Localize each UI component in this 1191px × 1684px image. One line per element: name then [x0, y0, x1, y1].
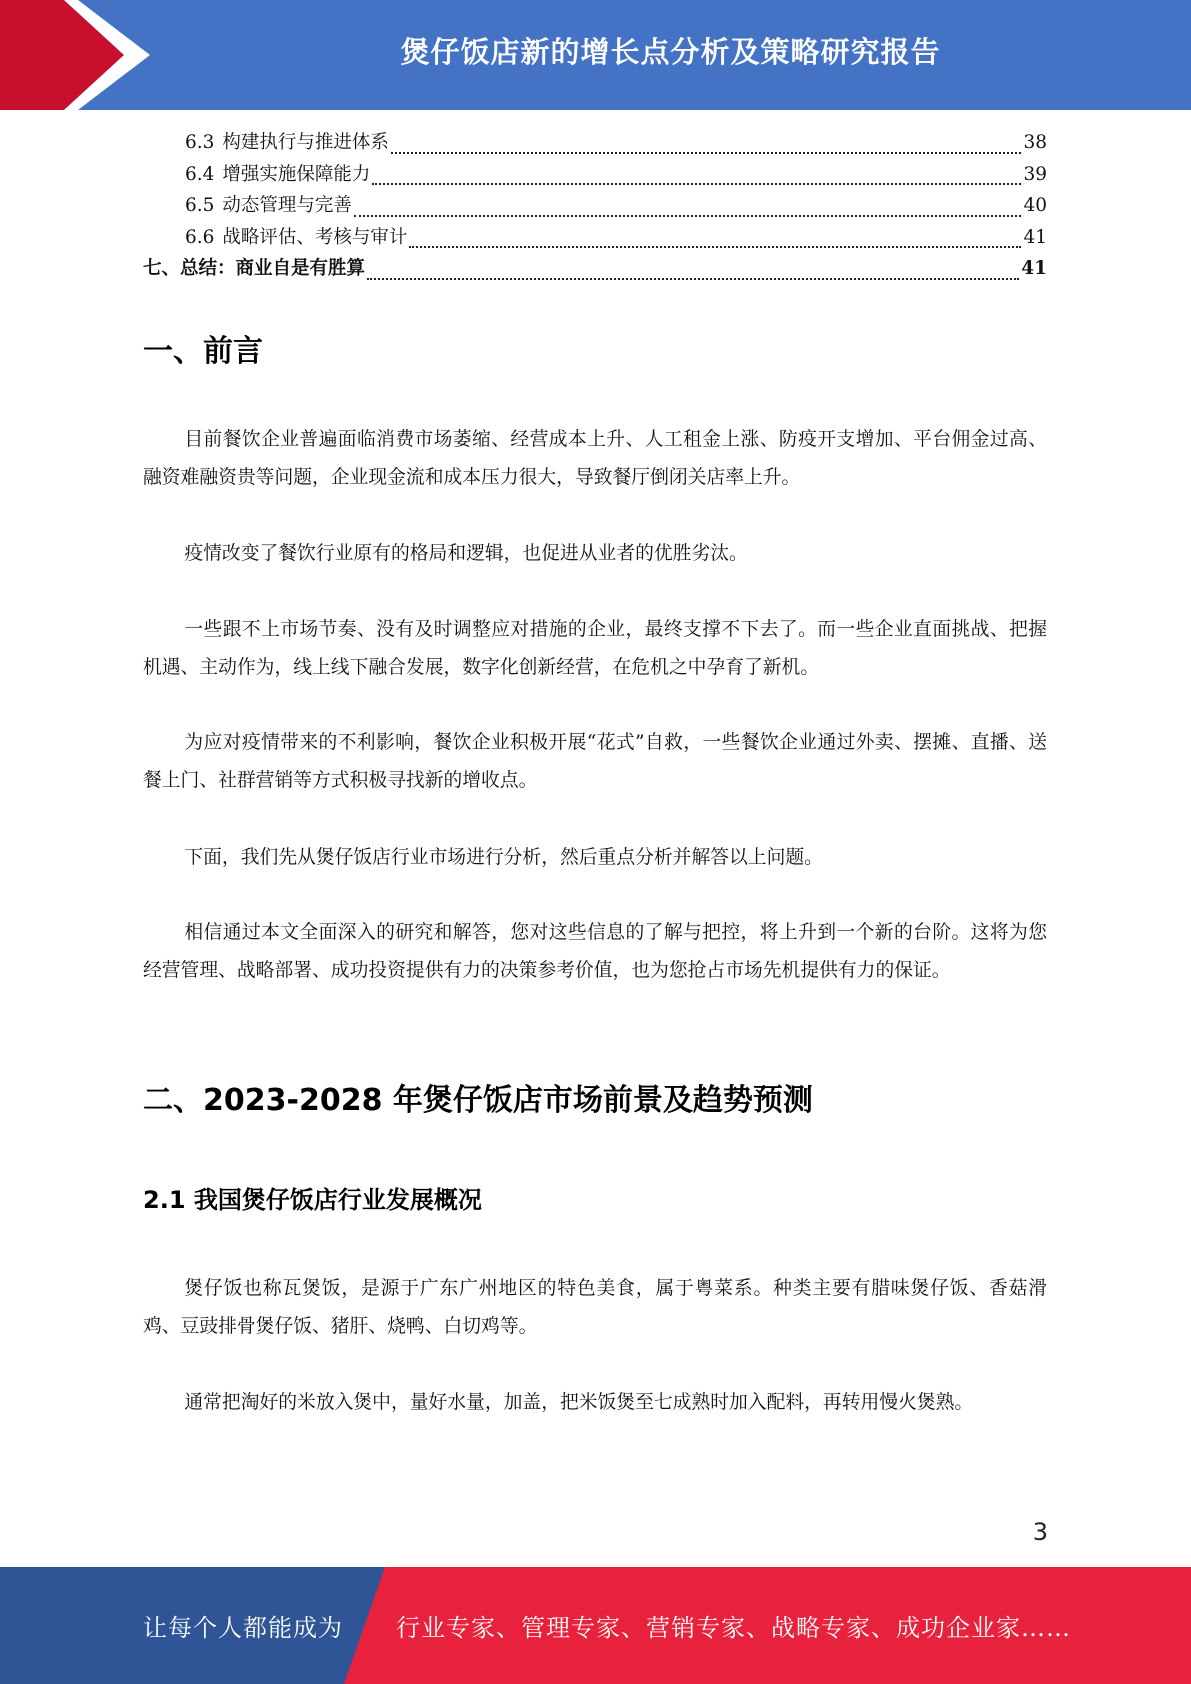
body-paragraph: 疫情改变了餐饮行业原有的格局和逻辑，也促进从业者的优胜劣汰。	[184, 543, 748, 564]
toc-leader-dots	[367, 278, 1019, 280]
toc-entry-title: 战略评估、考核与审计	[222, 226, 408, 248]
body-paragraph: 目前餐饮企业普遍面临消费市场萎缩、经营成本上升、人工租金上涨、防疫开支增加、平台佣金过高、融资难融资贵等问题，企业现金流和成本压力很大，导致餐厅倒闭关店率上升。	[143, 429, 1047, 488]
toc-entry-title: 七、总结：商业自是有胜算	[143, 258, 366, 279]
footer-slogan-right: 行业专家、管理专家、营销专家、战略专家、成功企业家……	[396, 1614, 1071, 1642]
toc-entry[interactable]	[143, 223, 1047, 255]
page-footer	[0, 1567, 1191, 1684]
toc-entry-number: 6.6	[185, 226, 215, 248]
section-heading-market-outlook: 二、2023-2028 年煲仔饭店市场前景及趋势预测	[143, 1083, 813, 1118]
toc-entry-title: 增强实施保障能力	[222, 163, 371, 185]
toc-entry[interactable]	[143, 128, 1047, 160]
section-heading-preface: 一、前言	[143, 334, 263, 369]
toc-entry[interactable]	[143, 191, 1047, 223]
page-number: 3	[1032, 1518, 1048, 1546]
toc-entry-title: 动态管理与完善	[222, 195, 352, 216]
toc-entry-title: 构建执行与推进体系	[222, 132, 389, 153]
footer-slogan-left: 让每个人都能成为	[143, 1614, 343, 1642]
toc-entry-page: 40	[1023, 195, 1047, 216]
toc-entry-page: 38	[1023, 132, 1047, 153]
table-of-contents	[143, 128, 1047, 286]
body-paragraph: 一些跟不上市场节奏、没有及时调整应对措施的企业，最终支撑不下去了。而一些企业直面挑战、把握机遇、主动作为，线上线下融合发展，数字化创新经营，在危机之中孕育了新机。	[143, 619, 1047, 678]
toc-entry-number: 6.3	[185, 132, 215, 153]
toc-entry-page: 41	[1021, 258, 1047, 279]
body-paragraph: 相信通过本文全面深入的研究和解答，您对这些信息的了解与把控，将上升到一个新的台阶。这将为您经营管理、战略部署、成功投资提供有力的决策参考价值，也为您抢占市场先机提供有力的保证。	[143, 922, 1047, 981]
header-arrow-decoration	[0, 0, 150, 110]
header-title: 煲仔饭店新的增长点分析及策略研究报告	[400, 34, 941, 69]
subsection-heading-overview: 2.1 我国煲仔饭店行业发展概况	[143, 1186, 482, 1214]
body-paragraph: 下面，我们先从煲仔饭店行业市场进行分析，然后重点分析并解答以上问题。	[184, 847, 823, 868]
toc-leader-dots	[409, 246, 1021, 248]
toc-leader-dots	[391, 152, 1022, 154]
page-header	[0, 0, 1191, 110]
body-paragraph: 煲仔饭也称瓦煲饭，是源于广东广州地区的特色美食，属于粤菜系。种类主要有腊味煲仔饭、香菇滑鸡、豆豉排骨煲仔饭、猪肝、烧鸭、白切鸡等。	[143, 1278, 1047, 1337]
body-paragraph: 为应对疫情带来的不利影响，餐饮企业积极开展“花式”自救，一些餐饮企业通过外卖、摆摊、直播、送餐上门、社群营销等方式积极寻找新的增收点。	[143, 732, 1047, 791]
toc-entry-number: 6.4	[185, 163, 215, 185]
toc-entry-page: 41	[1023, 226, 1047, 248]
toc-entry[interactable]	[143, 160, 1047, 192]
toc-leader-dots	[372, 183, 1021, 185]
body-paragraph: 通常把淘好的米放入煲中，量好水量，加盖，把米饭煲至七成熟时加入配料，再转用慢火煲熟。	[184, 1392, 974, 1413]
toc-leader-dots	[354, 215, 1022, 217]
toc-entry-page: 39	[1023, 163, 1047, 185]
toc-entry-major[interactable]	[143, 254, 1047, 286]
toc-entry-number: 6.5	[185, 195, 215, 216]
